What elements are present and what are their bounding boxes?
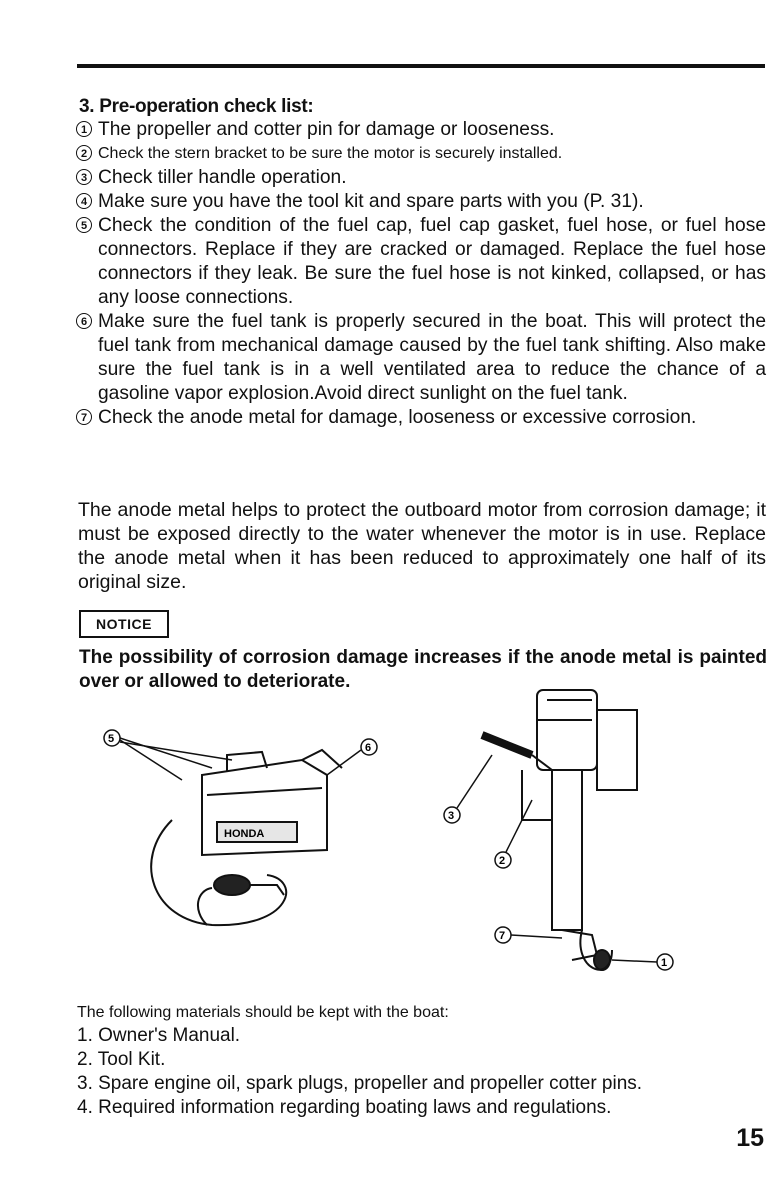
item-number-badge: 5 — [76, 217, 92, 233]
callout-3-label: 3 — [448, 810, 455, 822]
materials-item: 3. Spare engine oil, spark plugs, propeller and propeller cotter pins. — [77, 1073, 643, 1094]
item-number-badge: 3 — [76, 169, 92, 185]
checklist-item-text: Make sure you have the tool kit and spare parts with you (P. 31). — [98, 191, 644, 212]
checklist-item-1 — [76, 118, 766, 142]
checklist — [76, 118, 766, 430]
notice-label: NOTICE — [79, 610, 169, 638]
item-number-badge: 4 — [76, 193, 92, 209]
anode-paragraph: The anode metal helps to protect the outboard motor from corrosion damage; it must be exposed directly to the water whenever the motor is in use. Replace the anode metal when it has been reduced to approximately one half of its original size. — [78, 499, 766, 593]
checklist-item-7 — [76, 406, 766, 430]
materials-item: 2. Tool Kit. — [77, 1049, 166, 1070]
checklist-item-text: Check the anode metal for damage, looseness or excessive corrosion. — [98, 407, 697, 428]
callout-7-label: 7 — [499, 930, 506, 942]
item-number-badge: 6 — [76, 313, 92, 329]
checklist-item-6 — [76, 310, 766, 406]
page-number: 15 — [736, 1124, 764, 1152]
callout-5-label: 5 — [108, 733, 115, 745]
item-number-badge: 7 — [76, 409, 92, 425]
tank-brand-label: HONDA — [224, 828, 265, 840]
section-title: 3. Pre-operation check list: — [79, 96, 314, 117]
checklist-item-4 — [76, 190, 766, 214]
callout-6-label: 6 — [365, 742, 372, 754]
materials-item: 4. Required information regarding boating laws and regulations. — [77, 1097, 612, 1118]
checklist-item-2 — [76, 142, 766, 166]
checklist-item-text: The propeller and cotter pin for damage or looseness. — [98, 119, 555, 140]
checklist-item-text: Make sure the fuel tank is properly secured in the boat. This will protect the fuel tank from mechanical damage caused by the fuel tank shifting. Also make sure the fuel tank is in a well ventilated area to reduce the chance of a gasoline vapor explosion.Avoid direct sunlight on the fuel tank. — [98, 311, 766, 404]
fuel-tank-and-motor-illustration — [92, 680, 692, 990]
item-number-badge: 1 — [76, 121, 92, 137]
materials-list — [77, 1024, 642, 1120]
notice-text: The possibility of corrosion damage increases if the anode metal is painted over or allowed to deteriorate. — [79, 647, 767, 692]
checklist-item-5 — [76, 214, 766, 310]
callout-1-label: 1 — [661, 957, 668, 969]
materials-item: 1. Owner's Manual. — [77, 1025, 241, 1046]
item-number-badge: 2 — [76, 145, 92, 161]
top-rule — [77, 64, 765, 68]
checklist-item-text: Check the condition of the fuel cap, fuel cap gasket, fuel hose, or fuel hose connectors. Replace if they are cracked or damaged. Replace the fuel hose connectors if they leak. Be sure the fuel hose is not kinked, collapsed, or has any loose connections. — [98, 215, 766, 308]
checklist-item-3 — [76, 166, 766, 190]
callout-2-label: 2 — [499, 855, 506, 867]
checklist-item-text: Check tiller handle operation. — [98, 167, 347, 188]
checklist-item-text: Check the stern bracket to be sure the motor is securely installed. — [98, 145, 563, 162]
materials-intro: The following materials should be kept with the boat: — [77, 1004, 449, 1021]
